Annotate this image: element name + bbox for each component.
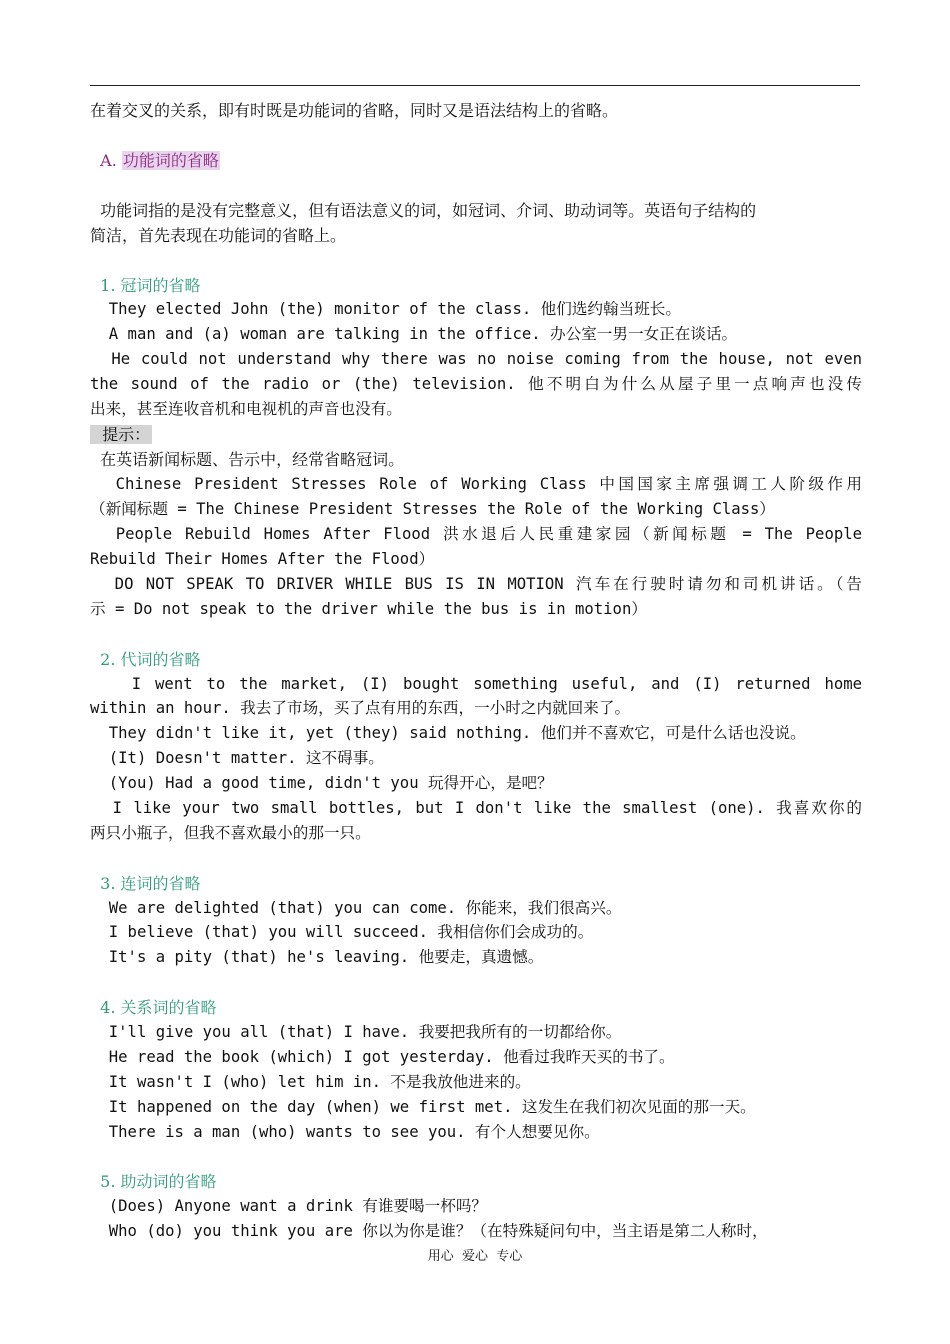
example-line: (You) Had a good time, didn't you 玩得开心，是吧？ <box>90 774 553 792</box>
example-line: 示 = Do not speak to the driver while the bus is in motion） <box>90 600 647 618</box>
subheading-auxiliaries: 5. 助动词的省略 <box>90 1172 217 1191</box>
example-line: People Rebuild Homes After Flood 洪水退后人民重建家园（新闻标题 = The People <box>90 525 862 543</box>
example-line: A man and (a) woman are talking in the office. 办公室一男一女正在谈话。 <box>90 325 738 343</box>
example-line: within an hour. 我去了市场，买了点有用的东西，一小时之内就回来了。 <box>90 699 631 717</box>
tip-text: 在英语新闻标题、告示中，经常省略冠词。 <box>90 450 405 469</box>
tip-label: 提示： <box>92 425 151 444</box>
text-line: 在着交叉的关系，即有时既是功能词的省略，同时又是语法结构上的省略。 <box>90 101 619 120</box>
subheading-pronouns: 2. 代词的省略 <box>90 650 201 669</box>
example-line: They didn't like it, yet (they) said nothing. 他们并不喜欢它，可是什么话也没说。 <box>90 724 806 742</box>
example-line: I like your two small bottles, but I don't like the smallest (one). 我喜欢你的 <box>90 799 862 817</box>
example-line: DO NOT SPEAK TO DRIVER WHILE BUS IS IN MOTION 汽车在行驶时请勿和司机讲话。（告 <box>90 575 862 593</box>
example-line: Who (do) you think you are 你以为你是谁？（在特殊疑问句中，当主语是第二人称时， <box>90 1222 768 1240</box>
header-rule <box>90 85 860 86</box>
example-line: 两只小瓶子，但我不喜欢最小的那一只。 <box>90 824 371 842</box>
example-line: 出来，甚至连收音机和电视机的声音也没有。 <box>90 400 402 418</box>
example-line: I went to the market, (I) bought something useful, and (I) returned home <box>90 675 862 693</box>
page-footer: 用心 爱心 专心 <box>427 1249 523 1264</box>
example-line: the sound of the radio or (the) television. 他不明白为什么从屋子里一点响声也没传 <box>90 375 862 393</box>
example-line: There is a man (who) wants to see you. 有个人想要见你。 <box>90 1123 600 1141</box>
subheading-articles: 1. 冠词的省略 <box>90 276 201 295</box>
example-line: He read the book (which) I got yesterday. 他看过我昨天买的书了。 <box>90 1048 675 1066</box>
example-line: (It) Doesn't matter. 这不碍事。 <box>90 749 384 767</box>
example-line: （新闻标题 = The Chinese President Stresses the Role of the Working Class） <box>90 500 776 518</box>
example-line: (Does) Anyone want a drink 有谁要喝一杯吗？ <box>90 1197 488 1215</box>
example-line: Rebuild Their Homes After the Flood） <box>90 550 435 568</box>
example-line: I believe (that) you will succeed. 我相信你们会成功的。 <box>90 923 594 941</box>
paragraph-line: 简洁，首先表现在功能词的省略上。 <box>90 226 347 245</box>
section-a-label: A. <box>90 151 122 170</box>
section-a-title: 功能词的省略 <box>122 151 219 170</box>
example-line: He could not understand why there was no noise coming from the house, not even <box>90 350 862 368</box>
section-a-heading <box>90 148 862 173</box>
tip-label-line <box>90 422 862 447</box>
example-line: They elected John (the) monitor of the class. 他们选约翰当班长。 <box>90 300 681 318</box>
example-line: I'll give you all (that) I have. 我要把我所有的一切都给你。 <box>90 1023 622 1041</box>
example-line: It happened on the day (when) we first met. 这发生在我们初次见面的那一天。 <box>90 1098 756 1116</box>
subheading-conjunctions: 3. 连词的省略 <box>90 874 201 893</box>
paragraph-line: 功能词指的是没有完整意义，但有语法意义的词，如冠词、介词、助动词等。英语句子结构的 <box>90 201 757 220</box>
example-line: It wasn't I (who) let him in. 不是我放他进来的。 <box>90 1073 531 1091</box>
example-line: It's a pity (that) he's leaving. 他要走，真遗憾。 <box>90 948 544 966</box>
subheading-relatives: 4. 关系词的省略 <box>90 998 217 1017</box>
example-line: Chinese President Stresses Role of Working Class 中国国家主席强调工人阶级作用 <box>90 475 862 493</box>
example-line: We are delighted (that) you can come. 你能来，我们很高兴。 <box>90 899 622 917</box>
